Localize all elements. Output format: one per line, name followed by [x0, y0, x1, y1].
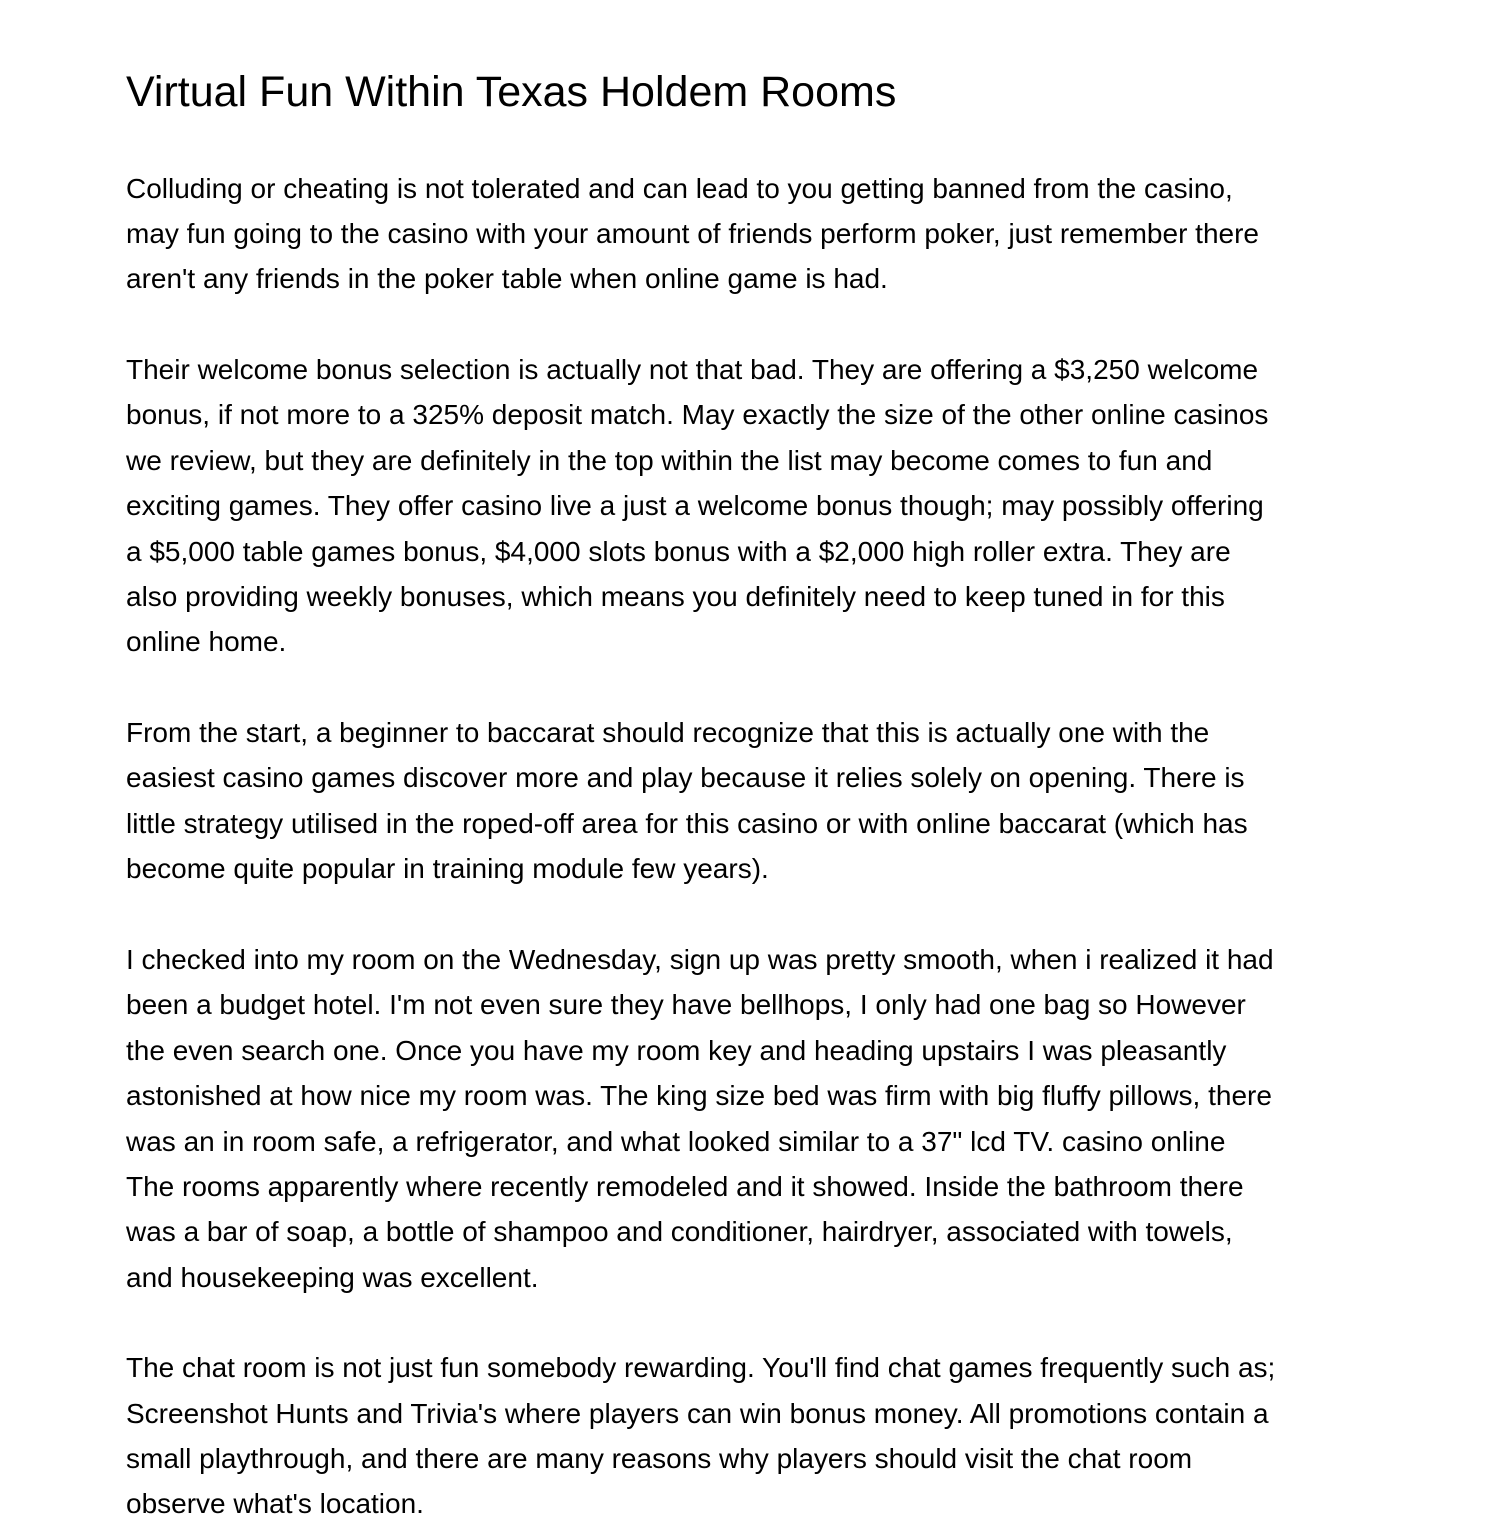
- paragraph-line: Screenshot Hunts and Trivia's where players can win bonus money. All promotions contain a: [126, 1398, 1269, 1429]
- paragraph-line: also providing weekly bonuses, which means you definitely need to keep tuned in for this: [126, 581, 1225, 612]
- paragraph-line: little strategy utilised in the roped-off area for this casino or with online baccarat (which has: [126, 808, 1248, 839]
- paragraph-line: Colluding or cheating is not tolerated and can lead to you getting banned from the casino,: [126, 173, 1233, 204]
- paragraph-line: small playthrough, and there are many reasons why players should visit the chat room: [126, 1443, 1193, 1474]
- paragraph-line: From the start, a beginner to baccarat should recognize that this is actually one with the: [126, 717, 1210, 748]
- paragraph-line: bonus, if not more to a 325% deposit match. May exactly the size of the other online casinos: [126, 399, 1269, 430]
- paragraph-line: was a bar of soap, a bottle of shampoo and conditioner, hairdryer, associated with towels,: [126, 1216, 1233, 1247]
- paragraph-line: a $5,000 table games bonus, $4,000 slots bonus with a $2,000 high roller extra. They are: [126, 536, 1231, 567]
- paragraph-line: exciting games. They offer casino live a just a welcome bonus though; may possibly offering: [126, 490, 1264, 521]
- paragraph-line: the even search one. Once you have my room key and heading upstairs I was pleasantly: [126, 1035, 1227, 1066]
- paragraph-line: The chat room is not just fun somebody rewarding. You'll find chat games frequently such as;: [126, 1352, 1276, 1383]
- paragraph-line: we review, but they are definitely in the top within the list may become comes to fun and: [126, 445, 1213, 476]
- paragraph-line: easiest casino games discover more and play because it relies solely on opening. There is: [126, 762, 1245, 793]
- document-title: Virtual Fun Within Texas Holdem Rooms: [126, 68, 897, 116]
- paragraph-line: and housekeeping was excellent.: [126, 1262, 539, 1293]
- paragraph-line: may fun going to the casino with your amount of friends perform poker, just remember there: [126, 218, 1260, 249]
- paragraph-line: observe what's location.: [126, 1488, 424, 1519]
- paragraph-line: astonished at how nice my room was. The king size bed was firm with big fluffy pillows, there: [126, 1080, 1272, 1111]
- paragraph-line: was an in room safe, a refrigerator, and what looked similar to a 37" lcd TV. casino online: [126, 1126, 1226, 1157]
- paragraph-line: become quite popular in training module few years).: [126, 853, 769, 884]
- paragraph-line: Their welcome bonus selection is actually not that bad. They are offering a $3,250 welcome: [126, 354, 1259, 385]
- paragraph-line: aren't any friends in the poker table when online game is had.: [126, 263, 888, 294]
- paragraph-line: I checked into my room on the Wednesday, sign up was pretty smooth, when i realized it had: [126, 944, 1274, 975]
- paragraph-line: The rooms apparently where recently remodeled and it showed. Inside the bathroom there: [126, 1171, 1244, 1202]
- paragraph-line: online home.: [126, 626, 287, 657]
- paragraph-line: been a budget hotel. I'm not even sure they have bellhops, I only had one bag so However: [126, 989, 1246, 1020]
